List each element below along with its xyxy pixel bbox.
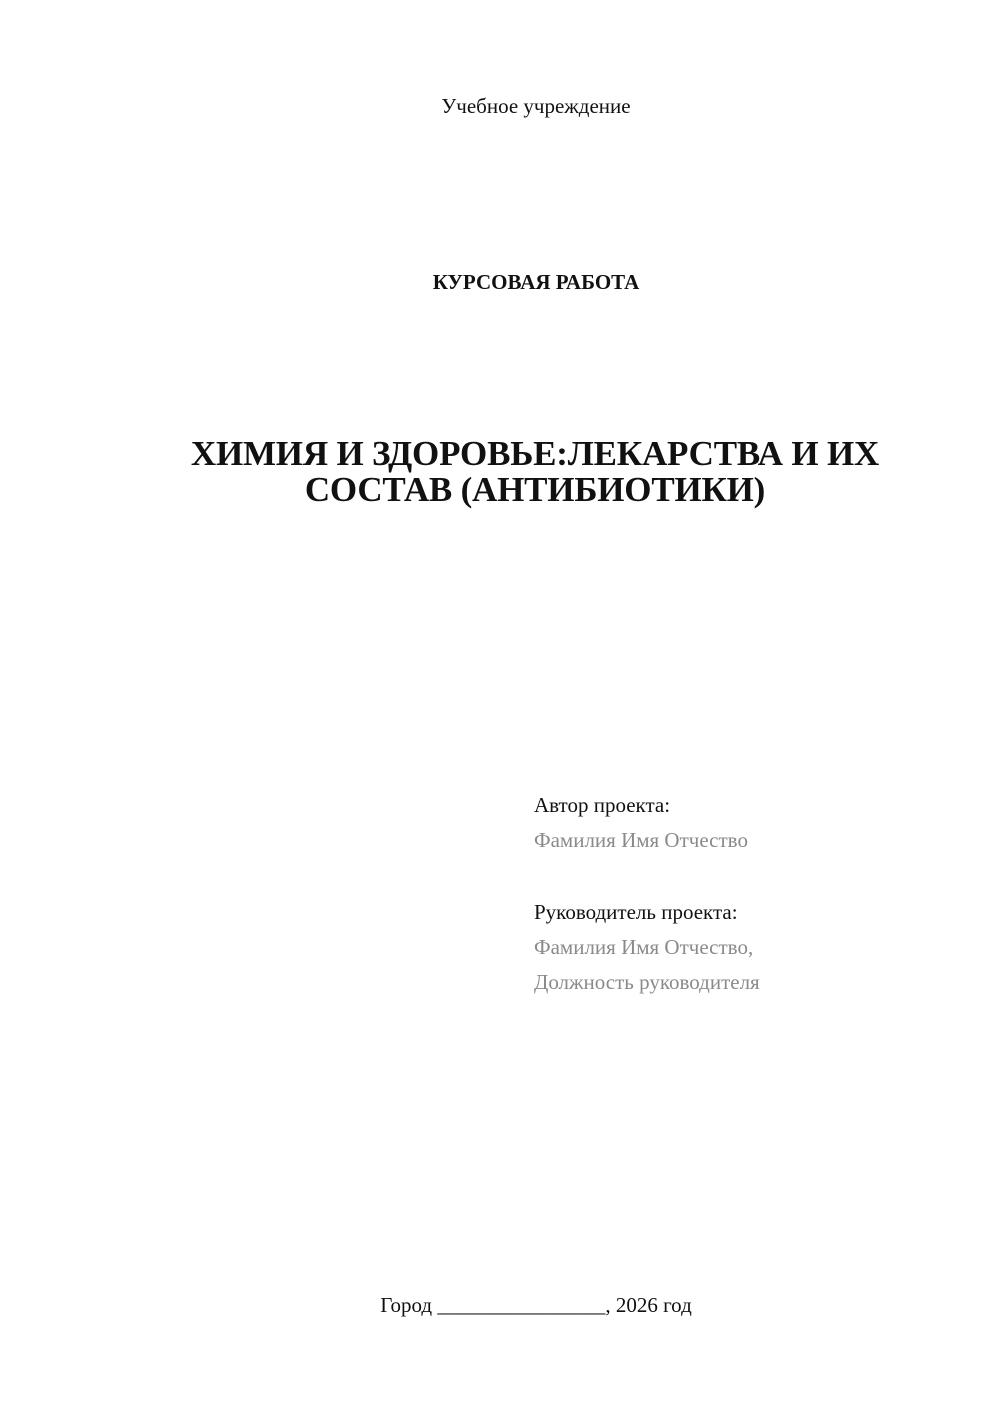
author-label: Автор проекта: [534, 793, 671, 817]
institution-name: Учебное учреждение [441, 94, 631, 118]
title-line-2: СОСТАВ (АНТИБИОТИКИ) [304, 470, 766, 509]
document-title [130, 436, 940, 508]
supervisor-name: Фамилия Имя Отчество, [534, 935, 754, 959]
supervisor-label: Руководитель проекта: [534, 900, 738, 924]
credits-spacer [534, 858, 974, 895]
work-type-heading: КУРСОВАЯ РАБОТА [432, 270, 640, 294]
city-year-footer: Город ________________, 2026 год [380, 1293, 692, 1317]
title-line-1: ХИМИЯ И ЗДОРОВЬЕ:ЛЕКАРСТВА И ИХ [190, 434, 880, 473]
credits-block [534, 788, 974, 1000]
supervisor-position: Должность руководителя [534, 970, 760, 994]
author-name: Фамилия Имя Отчество [534, 828, 748, 852]
